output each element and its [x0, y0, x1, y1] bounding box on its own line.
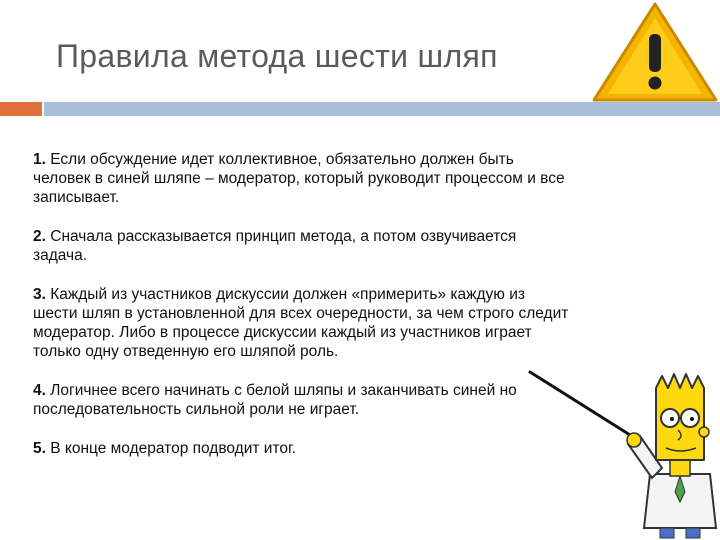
rule-number: 1. — [33, 151, 46, 168]
rule-2 — [33, 227, 573, 265]
rule-4 — [33, 381, 573, 419]
warning-triangle-icon — [590, 0, 720, 104]
accent-bar-blue — [44, 102, 720, 116]
teacher-with-pointer-illustration — [510, 352, 720, 540]
slide-title: Правила метода шести шляп — [56, 38, 498, 74]
rule-number: 5. — [33, 440, 46, 457]
rule-number: 4. — [33, 382, 46, 399]
rule-text: Если обсуждение идет коллективное, обязательно должен быть человек в синей шляпе – модератор, который руководит процессом и все записывает. — [33, 151, 565, 206]
rule-text: Логичнее всего начинать с белой шляпы и заканчивать синей но последовательность сильной роли не играет. — [33, 382, 517, 418]
rule-text: В конце модератор подводит итог. — [45, 440, 297, 457]
rule-number: 3. — [33, 286, 46, 303]
rules-list — [33, 150, 573, 478]
rule-1 — [33, 150, 573, 207]
rule-text: Каждый из участников дискуссии должен «примерить» каждую из шести шляп в установленной для всех очередности, за чем строго следит модератор. Либо в процессе дискуссии каждый из участников играет только одну отведенную его шляпой роль. — [33, 286, 569, 360]
accent-bar-orange — [0, 102, 42, 116]
rule-5 — [33, 439, 573, 458]
rule-3 — [33, 285, 573, 361]
rule-number: 2. — [33, 228, 46, 245]
rule-text: Сначала рассказывается принцип метода, а потом озвучивается задача. — [33, 228, 517, 264]
